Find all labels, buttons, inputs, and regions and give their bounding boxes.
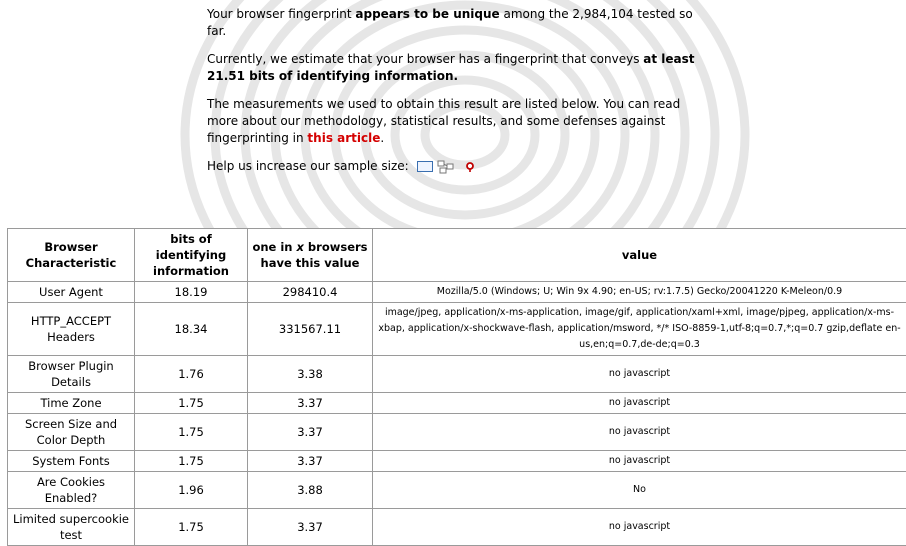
row-characteristic: Browser Plugin Details [8,356,135,393]
row-bits: 1.75 [135,414,248,451]
share-label: Help us increase our sample size: [207,158,409,175]
table-row [8,282,906,303]
table-row [8,414,906,451]
row-characteristic: System Fonts [8,451,135,472]
row-one-in: 331567.11 [248,303,373,356]
row-value: no javascript [373,451,906,472]
table-row [8,356,906,393]
table-row [8,393,906,414]
table-row [8,472,906,509]
row-value: no javascript [373,393,906,414]
intro-text [207,6,710,186]
header-one-in: one in x browsers have this value [248,229,373,282]
row-characteristic: Time Zone [8,393,135,414]
row-bits: 1.75 [135,393,248,414]
row-bits: 1.96 [135,472,248,509]
row-value: no javascript [373,356,906,393]
article-link[interactable]: this article [307,131,380,145]
row-value: image/jpeg, application/x-ms-application, image/gif, application/xaml+xml, image/pjpeg, application/x-ms-xbap, application/x-shockwave-flash, application/msword, */* ISO-8859-1,utf-8;q=0.7,*;q=0.7 gzip,deflate en-us,en;q=0.7,de-de;q=0.3 [373,303,906,356]
email-icon[interactable] [417,161,433,172]
table-row [8,303,906,356]
row-one-in: 3.37 [248,451,373,472]
row-characteristic: User Agent [8,282,135,303]
row-value: no javascript [373,509,906,546]
methodology-statement: The measurements we used to obtain this result are listed below. You can read more about our methodology, statistical results, and some defenses against fingerprinting in this article. [207,96,710,147]
row-bits: 18.19 [135,282,248,303]
uniqueness-statement: Your browser fingerprint appears to be unique among the 2,984,104 tested so far. [207,6,710,40]
header-value: value [373,229,906,282]
unique-highlight: appears to be unique [355,7,499,21]
header-bits: bits of identifying information [135,229,248,282]
header-characteristic: Browser Characteristic [8,229,135,282]
fingerprint-results-table [7,228,906,546]
bits-highlight: at least 21.51 bits of identifying information. [207,52,695,83]
table-header-row [8,229,906,282]
row-bits: 1.75 [135,509,248,546]
row-characteristic: Screen Size and Color Depth [8,414,135,451]
row-one-in: 298410.4 [248,282,373,303]
share-row [207,158,710,175]
row-value: Mozilla/5.0 (Windows; U; Win 9x 4.90; en-US; rv:1.7.5) Gecko/20041220 K-Meleon/0.9 [373,282,906,303]
row-one-in: 3.37 [248,393,373,414]
row-bits: 1.76 [135,356,248,393]
row-bits: 1.75 [135,451,248,472]
row-one-in: 3.37 [248,414,373,451]
share-icon[interactable] [437,160,455,174]
row-value: no javascript [373,414,906,451]
table-row [8,451,906,472]
bits-statement: Currently, we estimate that your browser has a fingerprint that conveys at least 21.51 bits of identifying information. [207,51,710,85]
row-characteristic: HTTP_ACCEPT Headers [8,303,135,356]
row-characteristic: Are Cookies Enabled? [8,472,135,509]
row-bits: 18.34 [135,303,248,356]
row-one-in: 3.37 [248,509,373,546]
row-one-in: 3.38 [248,356,373,393]
row-one-in: 3.88 [248,472,373,509]
location-pin-icon[interactable] [465,161,475,173]
table-row [8,509,906,546]
row-characteristic: Limited supercookie test [8,509,135,546]
row-value: No [373,472,906,509]
